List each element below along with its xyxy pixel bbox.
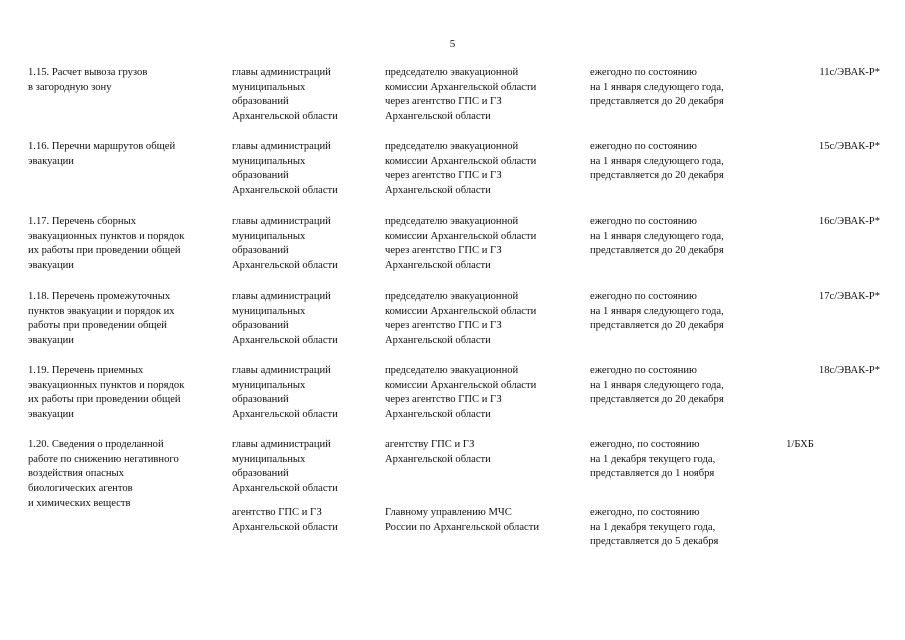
report-deadline: ежегодно по состоянию на 1 января следующего года, представляется до 20 декабря: [590, 67, 724, 108]
report-form-code: 16с/ЭВАК-Р*: [818, 216, 880, 227]
report-form-code: 1/БХБ: [786, 439, 814, 450]
table-row: [0, 506, 905, 556]
report-form-code: 11с/ЭВАК-Р*: [819, 67, 880, 78]
page-number: 5: [449, 38, 456, 50]
report-deadline: ежегодно по состоянию на 1 января следующего года, представляется до 20 декабря: [590, 216, 724, 257]
report-submitter: агентство ГПС и ГЗ Архангельской области: [232, 507, 338, 533]
report-name: 1.16. Перечни маршрутов общей эвакуации: [28, 141, 176, 167]
report-deadline: ежегодно по состоянию на 1 января следующего года, представляется до 20 декабря: [590, 141, 724, 182]
report-submitter: главы администраций муниципальных образований Архангельской области: [232, 365, 338, 421]
table-row: [0, 215, 905, 290]
report-recipient: агентству ГПС и ГЗ Архангельской области: [385, 439, 491, 465]
report-name: 1.20. Сведения о проделанной работе по снижению негативного воздействия опасных биологических агентов и химических веществ: [28, 439, 179, 509]
report-recipient: председателю эвакуационной комиссии Архангельской области через агентство ГПС и ГЗ Архангельской области: [385, 216, 537, 272]
report-submitter: главы администраций муниципальных образований Архангельской области: [232, 67, 338, 123]
table-row: [0, 290, 905, 364]
report-name: 1.18. Перечень промежуточных пунктов эвакуации и порядок их работы при проведении общей эвакуации: [28, 291, 175, 347]
table-row: [0, 364, 905, 438]
report-submitter: главы администраций муниципальных образований Архангельской области: [232, 141, 338, 197]
report-deadline: ежегодно по состоянию на 1 января следующего года, представляется до 20 декабря: [590, 291, 724, 332]
table-row: [0, 438, 905, 509]
report-form-code: 18с/ЭВАК-Р*: [818, 365, 880, 376]
report-deadline: ежегодно, по состоянию на 1 декабря текущего года, представляется до 1 ноября: [590, 439, 716, 480]
report-recipient: председателю эвакуационной комиссии Архангельской области через агентство ГПС и ГЗ Архангельской области: [385, 365, 537, 421]
report-deadline: ежегодно по состоянию на 1 января следующего года, представляется до 20 декабря: [590, 365, 724, 406]
report-recipient: председателю эвакуационной комиссии Архангельской области через агентство ГПС и ГЗ Архангельской области: [385, 291, 537, 347]
report-submitter: главы администраций муниципальных образований Архангельской области: [232, 291, 338, 347]
table-row: [0, 66, 905, 140]
report-name: 1.17. Перечень сборных эвакуационных пунктов и порядок их работы при проведении общей эвакуации: [28, 216, 185, 272]
report-name: 1.19. Перечень приемных эвакуационных пунктов и порядок их работы при проведении общей эвакуации: [28, 365, 185, 421]
report-name: 1.15. Расчет вывоза грузов в загородную зону: [28, 67, 148, 93]
report-form-code: 15с/ЭВАК-Р*: [818, 141, 880, 152]
report-submitter: главы администраций муниципальных образований Архангельской области: [232, 216, 338, 272]
report-deadline: ежегодно, по состоянию на 1 декабря текущего года, представляется до 5 декабря: [590, 507, 719, 548]
report-recipient: председателю эвакуационной комиссии Архангельской области через агентство ГПС и ГЗ Архангельской области: [385, 141, 537, 197]
report-table: [0, 66, 905, 556]
report-recipient: председателю эвакуационной комиссии Архангельской области через агентство ГПС и ГЗ Архангельской области: [385, 67, 537, 123]
report-recipient: Главному управлению МЧС России по Архангельской области: [385, 507, 540, 533]
report-submitter: главы администраций муниципальных образований Архангельской области: [232, 439, 338, 495]
report-form-code: 17с/ЭВАК-Р*: [818, 291, 880, 302]
table-row: [0, 140, 905, 215]
